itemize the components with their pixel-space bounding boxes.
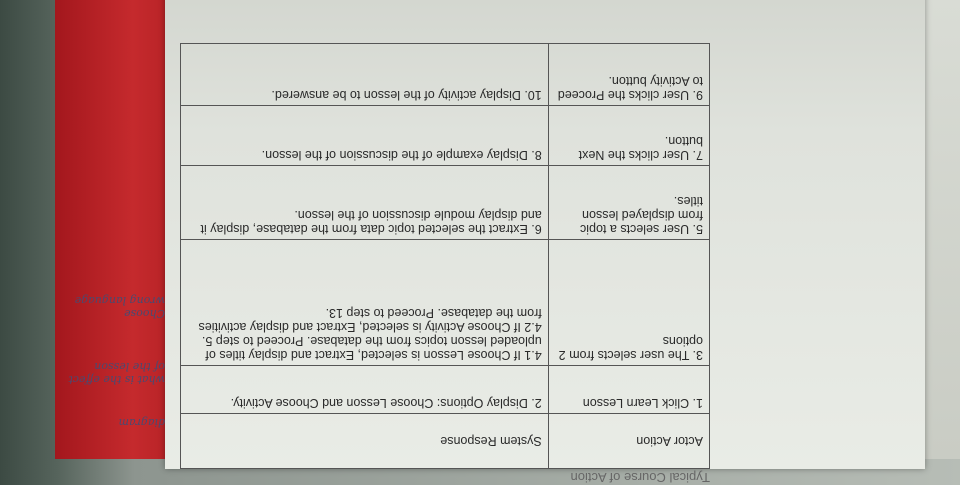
document-page bbox=[68, 0, 925, 485]
note: diagram bbox=[118, 416, 165, 429]
section-heading: Typical Course of Action bbox=[570, 470, 710, 485]
table-row bbox=[181, 106, 710, 166]
handwritten-notes bbox=[55, 294, 165, 429]
system-cell: 8. Display example of the discussion of the lesson. bbox=[181, 106, 549, 166]
note: wrong language bbox=[74, 294, 165, 307]
table-header-row bbox=[181, 414, 710, 469]
system-cell: 6. Extract the selected topic data from the database, display it and display module discussion of the lesson. bbox=[181, 166, 549, 240]
use-case-table bbox=[180, 43, 710, 469]
actor-cell: 7. User clicks the Next button. bbox=[548, 106, 709, 166]
actor-cell: 9. User clicks the Proceed to Activity button. bbox=[548, 44, 709, 106]
system-cell: 2. Display Options: Choose Lesson and Choose Activity. bbox=[181, 366, 549, 414]
note: Choose bbox=[124, 307, 165, 320]
actor-cell: 3. The user selects from 2 options bbox=[548, 240, 709, 366]
system-cell: 10. Display activity of the lesson to be answered. bbox=[181, 44, 549, 106]
table-row bbox=[181, 240, 710, 366]
table-row bbox=[181, 166, 710, 240]
actor-cell: 1. Click Learn Lesson bbox=[548, 366, 709, 414]
system-cell: 4.1 If Choose Lesson is selected, Extract and display titles of uploaded lesson topics from the database. Proceed to step 5. 4.2 If Choose Activity is selected, Extract and display activities from the database. Proceed to step 13. bbox=[181, 240, 549, 366]
actor-cell: 5. User selects a topic from displayed lesson titles. bbox=[548, 166, 709, 240]
system-response-header: System Response bbox=[181, 414, 549, 469]
table-row bbox=[181, 44, 710, 106]
table-row bbox=[181, 366, 710, 414]
note: what is the effect of the lesson bbox=[68, 360, 165, 386]
actor-action-header: Actor Action bbox=[548, 414, 709, 469]
